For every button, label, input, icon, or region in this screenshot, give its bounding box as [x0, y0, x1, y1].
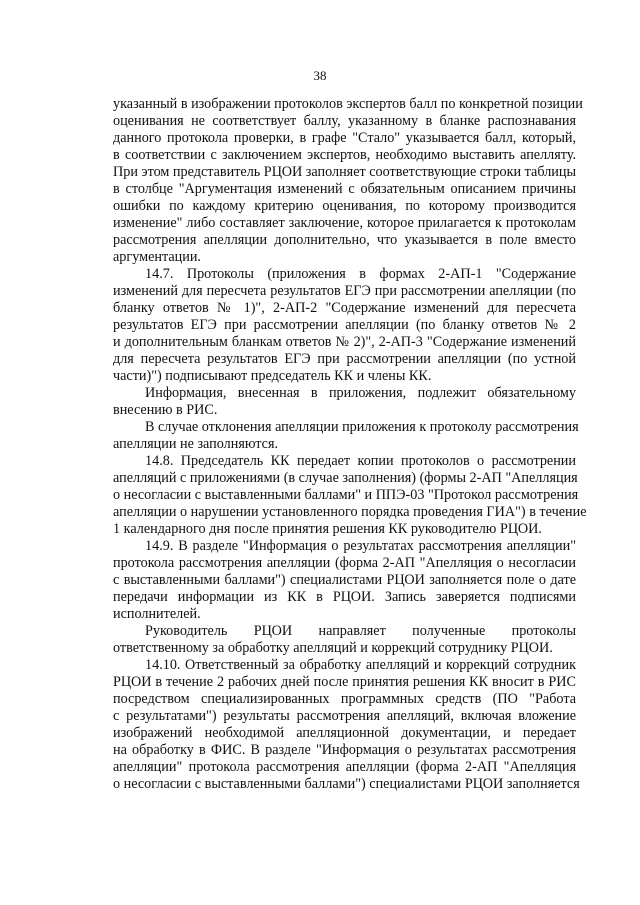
text-line: изменение" либо составляет заключение, которое прилагается к протоколам	[113, 215, 576, 231]
text-line: в соответствии с заключением экспертов, необходимо выставить апелляту.	[113, 147, 576, 163]
text-line: 14.9. В разделе "Информация о результатах рассмотрения апелляции"	[145, 538, 576, 554]
text-line: результатов ЕГЭ при рассмотрении апелляции (по бланку ответов № 2	[113, 317, 576, 333]
page-number: 38	[313, 68, 327, 83]
text-line: о несогласии с выставленными баллами" и ППЭ-03 "Протокол рассмотрения	[113, 487, 579, 503]
text-line: 14.8. Председатель КК передает копии протоколов о рассмотрении	[145, 453, 576, 469]
text-line: на обработку в ФИС. В разделе "Информация о результатах рассмотрения	[113, 742, 576, 758]
text-line: внесению в РИС.	[113, 402, 218, 418]
text-line: с результатами") результаты рассмотрения апелляций, включая вложение	[113, 708, 576, 724]
text-line: оценивания не соответствует баллу, указанному в бланке распознавания	[113, 113, 576, 129]
text-line: части)") подписывают председатель КК и члены КК.	[113, 368, 432, 384]
text-line: 1 календарного дня после принятия решения КК руководителю РЦОИ.	[113, 521, 542, 537]
text-line: Информация, внесенная в приложения, подлежит обязательному	[145, 385, 576, 401]
text-line: о несогласии с выставленными баллами") специалистами РЦОИ заполняется	[113, 776, 580, 792]
text-line: апелляции" протокола рассмотрения апелляции (форма 2-АП "Апелляция	[113, 759, 576, 775]
text-line: изменений для пересчета результатов ЕГЭ при рассмотрении апелляции (по	[113, 283, 576, 299]
text-line: передачи информации из КК в РЦОИ. Запись заверяется подписями	[113, 589, 576, 605]
text-line: Руководитель РЦОИ направляет полученные протоколы	[145, 623, 576, 639]
text-line: данного протокола проверки, в графе "Стало" указывается балл, который,	[113, 130, 576, 146]
body-text	[113, 96, 587, 793]
text-line: 14.7. Протоколы (приложения в формах 2-АП-1 "Содержание	[145, 266, 576, 282]
text-line: ответственному за обработку апелляций и коррекций сотруднику РЦОИ.	[113, 640, 553, 656]
text-line: ошибки по каждому критерию оценивания, по которому производится	[113, 198, 576, 214]
text-line: апелляций с приложениями (в случае заполнения) (формы 2-АП "Апелляция	[113, 470, 578, 486]
text-line: в столбце "Аргументация изменений с обязательным описанием причины	[113, 181, 576, 197]
text-line: бланку ответов № 1)", 2-АП-2 "Содержание изменений для пересчета	[113, 300, 576, 316]
text-line: посредством специализированных программных средств (ПО "Работа	[113, 691, 576, 707]
text-line: исполнителей.	[113, 606, 201, 622]
text-line: рассмотрения апелляции дополнительно, что указывается в поле вместо	[113, 232, 576, 248]
text-line: 14.10. Ответственный за обработку апелляций и коррекций сотрудник	[145, 657, 576, 673]
text-line: указанный в изображении протоколов экспертов балл по конкретной позиции	[113, 96, 583, 112]
text-line: При этом представитель РЦОИ заполняет соответствующие строки таблицы	[113, 164, 577, 180]
text-line: аргументации.	[113, 249, 201, 265]
text-line: апелляции о нарушении установленного порядка проведения ГИА") в течение	[113, 504, 587, 520]
text-line: для пересчета результатов ЕГЭ при рассмотрении апелляции (по устной	[113, 351, 576, 367]
text-line: В случае отклонения апелляции приложения к протоколу рассмотрения	[145, 419, 579, 435]
text-line: изображений необходимой апелляционной документации, и передает	[113, 725, 576, 741]
text-line: протокола рассмотрения апелляции (форма 2-АП "Апелляция о несогласии	[113, 555, 576, 571]
text-line: и дополнительным бланкам ответов № 2)", 2-АП-3 "Содержание изменений	[113, 334, 576, 350]
text-line: с выставленными баллами") специалистами РЦОИ заполняется поле о дате	[113, 572, 576, 588]
text-line: апелляции не заполняются.	[113, 436, 279, 452]
text-line: РЦОИ в течение 2 рабочих дней после принятия решения КК вносит в РИС	[113, 674, 576, 690]
